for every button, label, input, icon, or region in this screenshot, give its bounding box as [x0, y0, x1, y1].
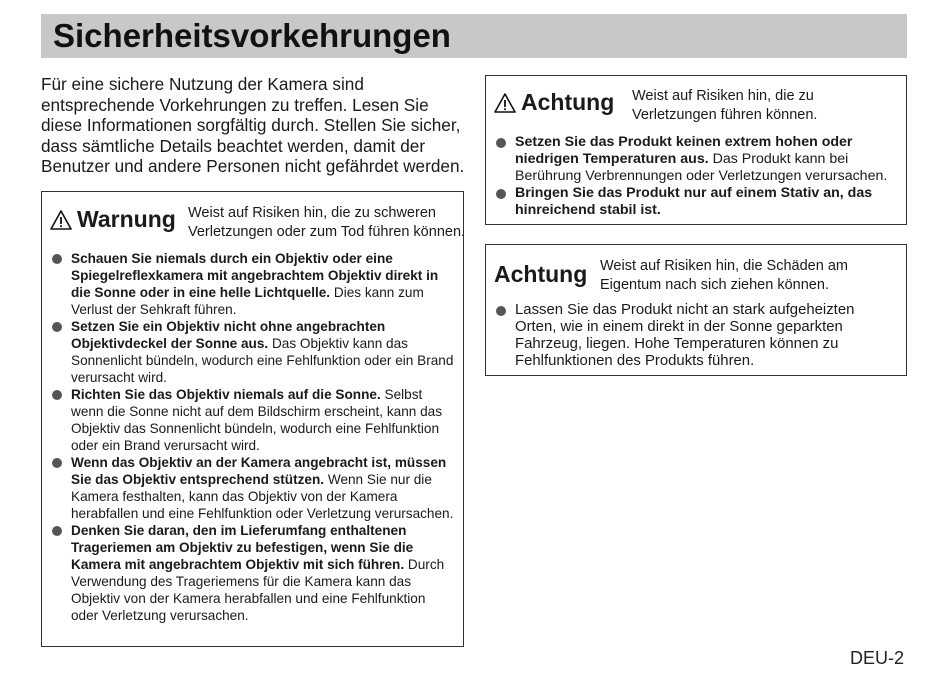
caution-property-box: [485, 244, 907, 376]
bullet-icon: [52, 458, 62, 468]
bullet-icon: [496, 189, 506, 199]
warning-desc-line2: Verletzungen oder zum Tod führen können.: [188, 224, 466, 240]
caution-property-header: [494, 258, 848, 293]
list-item: [50, 522, 455, 624]
item-bold: Denken Sie daran, den im Lieferumfang enthaltenen Trageriemen am Objektiv zu befestigen, wenn Sie die Kamera mit angebrachtem Objektiv mit sich führen.: [71, 523, 414, 572]
item-bold: Wenn das Objektiv an der Kamera angebracht ist, müssen Sie das Objektiv entsprechend stützen.: [71, 455, 447, 487]
warning-description: [188, 204, 465, 242]
caution-injury-box: [485, 75, 907, 225]
bullet-icon: [52, 390, 62, 400]
bullet-icon: [496, 138, 506, 148]
bullet-icon: [52, 322, 62, 332]
caution-property-desc-line1: Weist auf Risiken hin, die Schäden am: [600, 258, 848, 274]
warning-list: [50, 250, 455, 624]
item-bold: Richten Sie das Objektiv niemals auf die Sonne.: [71, 387, 381, 402]
caution-injury-description: [632, 87, 817, 125]
caution-property-desc-line2: Eigentum nach sich ziehen können.: [600, 277, 829, 293]
warning-heading: [50, 206, 176, 233]
bullet-icon: [496, 306, 506, 316]
item-text: Lassen Sie das Produkt nicht an stark aufgeheizten Orten, wie in einem direkt in der Sonne geparkten Fahrzeug, liegen. Hohe Temperaturen können zu Fehlfunktionen des Produkts führen.: [515, 302, 855, 369]
caution-property-heading: Achtung: [494, 261, 588, 287]
caution-injury-list: [494, 134, 906, 219]
warning-box: [41, 191, 464, 647]
caution-property-description: [600, 257, 848, 295]
warning-heading-text: Warnung: [77, 206, 176, 232]
bullet-icon: [52, 254, 62, 264]
item-text: Das Objektiv kann das Sonnenlicht bündeln, wodurch eine Fehlfunktion oder ein Brand verursacht wird.: [71, 336, 454, 385]
list-item: [50, 454, 455, 522]
caution-property-list: [494, 302, 899, 370]
list-item: [494, 134, 906, 185]
list-item: [494, 302, 899, 370]
intro-paragraph: Für eine sichere Nutzung der Kamera sind entsprechende Vorkehrungen zu treffen. Lesen Sie diese Informationen sorgfältig durch. Stellen Sie sicher, dass sämtliche Details beachtet werden, damit der Benutzer und andere Personen nicht gefährdet werden.: [41, 74, 465, 176]
page-title: Sicherheitsvorkehrungen: [53, 17, 451, 54]
warning-triangle-icon: [494, 93, 516, 113]
caution-injury-desc-line1: Weist auf Risiken hin, die zu: [632, 88, 814, 104]
caution-injury-header: [494, 88, 818, 123]
item-text: Das Produkt kann bei Berührung Verbrennungen oder Verletzungen verursachen.: [515, 151, 888, 184]
warning-triangle-icon: [50, 210, 72, 230]
page-number: DEU-2: [850, 648, 905, 668]
warning-desc-line1: Weist auf Risiken hin, die zu schweren: [188, 205, 436, 221]
list-item: [50, 386, 455, 454]
caution-injury-desc-line2: Verletzungen führen können.: [632, 107, 818, 123]
caution-injury-heading: [494, 89, 614, 116]
item-text: Durch Verwendung des Trageriemens für die Kamera kann das Objektiv von der Kamera herabfallen und eine Fehlfunktion oder Verletzung verursachen.: [71, 557, 445, 623]
list-item: [50, 250, 455, 318]
item-bold: Setzen Sie das Produkt keinen extrem hohen oder niedrigen Temperaturen aus.: [515, 134, 853, 167]
item-bold: Setzen Sie ein Objektiv nicht ohne angebrachten Objektivdeckel der Sonne aus.: [71, 319, 386, 351]
caution-injury-heading-text: Achtung: [521, 89, 615, 115]
warning-header: [50, 205, 466, 240]
item-text: Selbst wenn die Sonne nicht auf dem Bildschirm erscheint, kann das Objektiv das Sonnenlicht bündeln, wodurch eine Fehlfunktion oder ein Brand verursacht wird.: [71, 387, 443, 453]
item-text: Dies kann zum Verlust der Sehkraft führen.: [71, 285, 424, 317]
item-text: Wenn Sie nur die Kamera festhalten, kann das Objektiv von der Kamera herabfallen und eine Fehlfunktion oder Verletzung verursachen.: [71, 472, 454, 521]
bullet-icon: [52, 526, 62, 536]
list-item: [494, 185, 906, 219]
item-bold: Bringen Sie das Produkt nur auf einem Stativ an, das hinreichend stabil ist.: [515, 185, 873, 218]
list-item: [50, 318, 455, 386]
item-bold: Schauen Sie niemals durch ein Objektiv oder eine Spiegelreflexkamera mit angebrachtem Objektiv direkt in die Sonne oder in eine helle Lichtquelle.: [71, 251, 439, 300]
title-bar: [41, 14, 907, 58]
